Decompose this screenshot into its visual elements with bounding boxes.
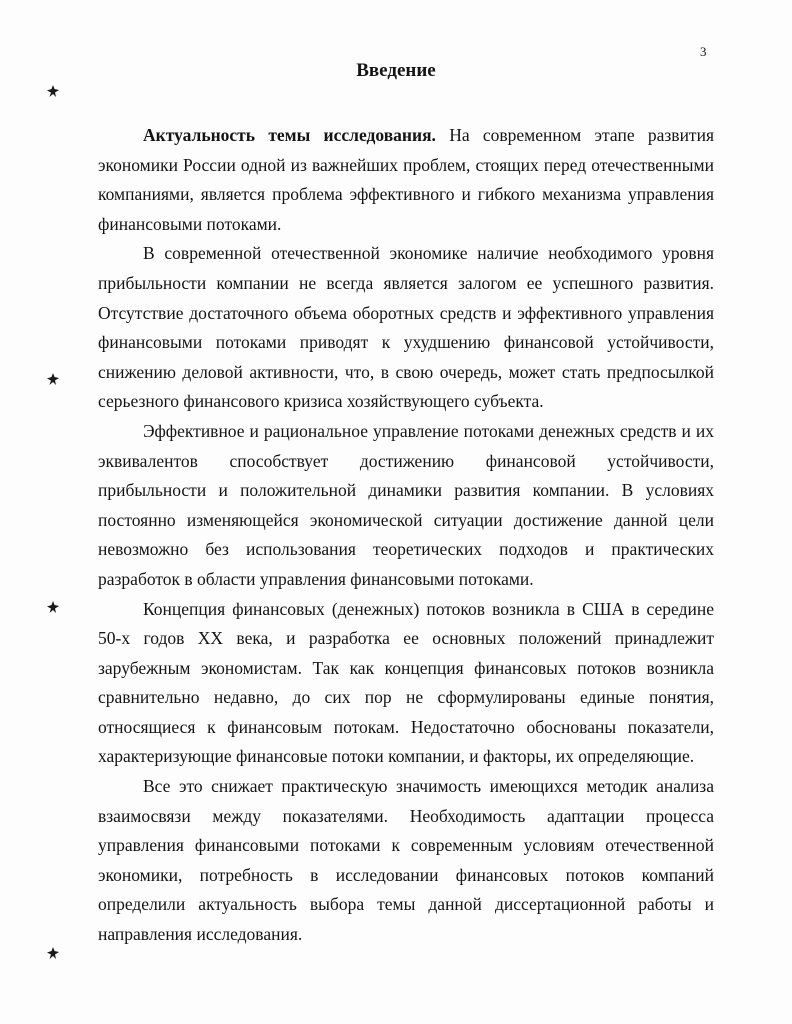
ink-blot-icon: [46, 946, 60, 960]
paragraph-text: Все это снижает практическую значимость имеющихся методик анализа взаимосвязи между показателями. Необходимость адаптации процесса управления финансовыми потоками к современным условиям отечественной экономики, потребность в исследовании финансовых потоков компаний определили актуальность выбора темы данной диссертационной работы и направления исследования.: [98, 776, 714, 945]
ink-blot-icon: [46, 372, 60, 386]
paragraph: [98, 417, 714, 595]
paragraph: [98, 772, 714, 950]
paragraph-text: В современной отечественной экономике наличие необходимого уровня прибыльности компании не всегда является залогом ее успешного развития. Отсутствие достаточного объема оборотных средств и эффективного управления финансовыми потоками приводят к ухудшению финансовой устойчивости, снижению деловой активности, что, в свою очередь, может стать предпосылкой серьезного финансового кризиса хозяйствующего субъекта.: [98, 243, 714, 412]
page-number: 3: [700, 44, 707, 59]
paragraph-text: Концепция финансовых (денежных) потоков возникла в США в середине 50-х годов XX века, и разработка ее основных положений принадлежит зарубежным экономистам. Так как концепция финансовых потоков возникла сравнительно недавно, до сих пор не сформулированы единые понятия, относящиеся к финансовым потокам. Недостаточно обоснованы показатели, характеризующие финансовые потоки компании, и факторы, их определяющие.: [98, 598, 714, 767]
paragraph-text: На современном этапе развития экономики России одной из важнейших проблем, стоящих перед отечественными компаниями, является проблема эффективного и гибкого механизма управления финансовыми потоками.: [98, 125, 714, 234]
paragraph-lead: Актуальность темы исследования.: [143, 125, 436, 145]
page-title: Введение: [356, 60, 436, 81]
ink-blot-icon: [46, 84, 60, 98]
ink-blot-icon: [46, 600, 60, 614]
document-body: [98, 121, 714, 950]
paragraph-text: Эффективное и рациональное управление потоками денежных средств и их эквивалентов способствует достижению финансовой устойчивости, прибыльности и положительной динамики развития компании. В условиях постоянно изменяющейся экономической ситуации достижение данной цели невозможно без использования теоретических подходов и практических разработок в области управления финансовыми потоками.: [98, 420, 714, 589]
paragraph: [98, 239, 714, 417]
paragraph: [98, 121, 714, 239]
paragraph: [98, 595, 714, 773]
